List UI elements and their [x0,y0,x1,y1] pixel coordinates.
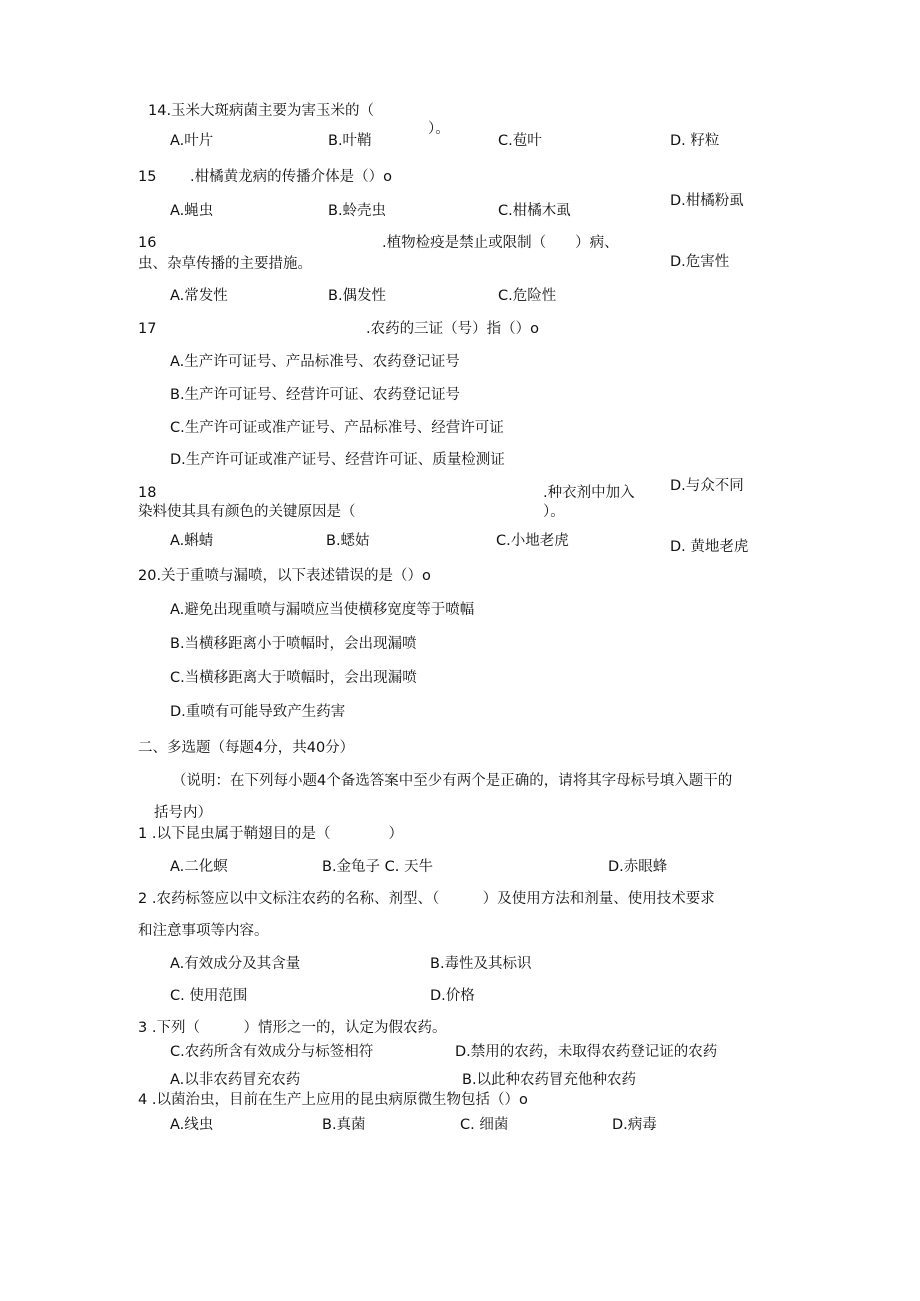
q15-option-a: A.蝇虫 [170,203,214,219]
m3-stem: 3 .下列（ ）情形之一的，认定为假农药。 [138,1020,447,1036]
m4-option-c: C. 细菌 [460,1117,509,1133]
q17-option-d: D.生产许可证或准产证号、经营许可证、质量检测证 [170,452,505,468]
q18-number: 18 [138,485,157,501]
q16-option-d: D.危害性 [670,254,730,270]
q16-option-c: C.危险性 [498,288,557,304]
q14-option-b: B.叶鞘 [328,133,372,149]
m4-option-d: D.病毒 [612,1117,657,1133]
q14-option-c: C.苞叶 [498,133,542,149]
q18-stem: .种衣剂中加入 [543,485,635,501]
q17-number: 17 [138,321,157,337]
m3-option-a: A.以非农药冒充农药 [170,1072,301,1088]
m2-option-c: C. 使用范围 [170,988,248,1004]
q15-option-c: C.柑橘木虱 [498,203,571,219]
q18-close: ）。 [543,504,565,520]
q14-option-a: A.叶片 [170,133,214,149]
q14-stem: 14.玉米大斑病菌主要为害玉米的（ [148,103,375,119]
section-note-continued: 括号内） [154,805,212,821]
q19-option-b: B.蟋姑 [326,533,370,549]
m3-option-b: B.以此种农药冒充他种农药 [462,1072,637,1088]
m2-option-a: A.有效成分及其含量 [170,956,301,972]
m4-option-b: B.真菌 [322,1117,366,1133]
q19-option-c: C.小地老虎 [496,533,569,549]
m3-option-d: D.禁用的农药，未取得农药登记证的农药 [455,1044,718,1060]
m1-option-d: D.赤眼蜂 [608,859,668,875]
section-note: （说明：在下列每小题4个备选答案中至少有两个是正确的，请将其字母标号填入题干的 [172,773,733,789]
m4-option-a: A.线虫 [170,1117,214,1133]
m2-stem-continued: 和注意事项等内容。 [138,923,269,939]
q20-option-d: D.重喷有可能导致产生药害 [170,704,346,720]
q16-stem: .植物检疫是禁止或限制（ ）病、 [382,235,619,251]
q17-option-c: C.生产许可证或准产证号、产品标准号、经营许可证 [170,420,504,436]
q16-stem-continued: 虫、杂草传播的主要措施。 [138,256,312,272]
q15-option-d: D.柑橘粉虱 [670,193,744,209]
q16-option-a: A.常发性 [170,288,228,304]
q19-option-d: D. 黄地老虎 [670,539,749,555]
q20-option-b: B.当横移距离小于喷幅时，会出现漏喷 [170,636,417,652]
q16-option-b: B.偶发性 [328,288,387,304]
m1-stem: 1 .以下昆虫属于鞘翅目的是（ ） [138,826,403,842]
q15-option-b: B.蛉壳虫 [328,203,387,219]
q14-option-d: D. 籽粒 [670,133,720,149]
q20-option-c: C.当横移距离大于喷幅时，会出现漏喷 [170,670,417,686]
m2-option-d: D.价格 [430,988,475,1004]
q14-close: ）。 [428,121,450,137]
q18-stem-continued: 染料使其具有颜色的关键原因是（ [138,504,356,520]
m3-option-c: C.农药所含有效成分与标签相符 [170,1044,374,1060]
q17-stem: .农药的三证（号）指（）o [366,321,539,337]
m4-stem: 4 .以菌治虫，目前在生产上应用的昆虫病原微生物包括（）o [138,1092,528,1108]
q17-option-a: A.生产许可证号、产品标准号、农药登记证号 [170,354,460,370]
q15-stem: .柑橘黄龙病的传播介体是（）o [190,169,392,185]
m2-option-b: B.毒性及其标识 [430,956,532,972]
q20-stem: 20.关于重喷与漏喷，以下表述错误的是（）o [138,568,431,584]
q17-option-b: B.生产许可证号、经营许可证、农药登记证号 [170,387,461,403]
q20-option-a: A.避免出现重喷与漏喷应当使横移宽度等于喷幅 [170,602,475,618]
q19-option-a: A.蝌蜻 [170,533,214,549]
q16-number: 16 [138,235,157,251]
m1-option-bc: B.金龟子 C. 天牛 [322,859,434,875]
q18-option-d: D.与众不同 [670,478,744,494]
q15-number: 15 [138,169,157,185]
section-title: 二、多选题（每题4分，共40分） [138,740,355,756]
m1-option-a: A.二化螟 [170,859,228,875]
m2-stem: 2 .农药标签应以中文标注农药的名称、剂型、（ ）及使用方法和剂量、使用技术要求 [138,891,715,907]
